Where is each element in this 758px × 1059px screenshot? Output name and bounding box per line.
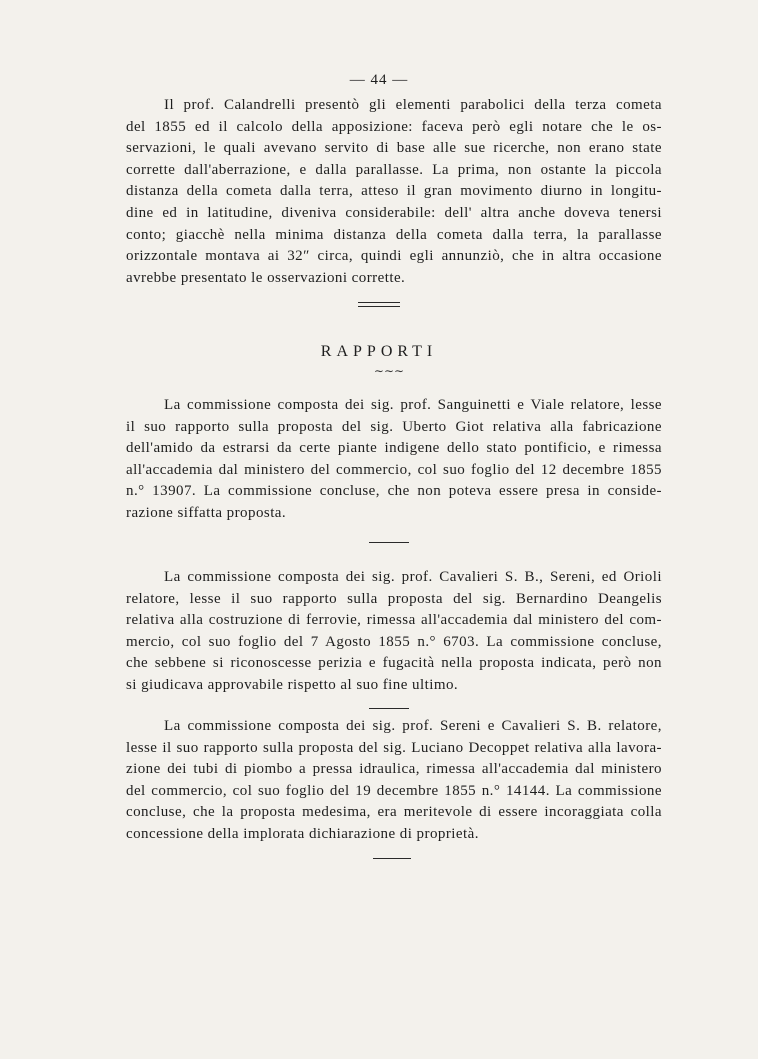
page-number: — 44 —: [349, 72, 409, 88]
text-line: lesse il suo rapporto sulla proposta del sig. Luciano Decoppet relativa alla lavora-: [126, 739, 662, 756]
text-line: La commissione composta dei sig. prof. Sanguinetti e Viale relatore, lesse: [164, 397, 662, 413]
text-line: concessione della implorata dichiarazione di proprietà.: [126, 825, 479, 842]
text-line: La commissione composta dei sig. prof. Cavalieri S. B., Sereni, ed Orioli: [164, 569, 662, 585]
text-line: La commissione composta dei sig. prof. Sereni e Cavalieri S. B. relatore,: [164, 718, 662, 734]
text-line: del commercio, col suo foglio del 19 decembre 1855 n.° 14144. La commissione: [126, 782, 662, 799]
separator-rule: [369, 708, 409, 709]
paragraph-calandrelli: [126, 95, 662, 289]
separator-rule: [369, 542, 409, 543]
text-line: servazioni, le quali avevano servito di base alle sue ricerche, non erano state: [126, 140, 662, 157]
text-line: mercio, col suo foglio del 7 Agosto 1855 n.° 6703. La commissione concluse,: [126, 633, 662, 650]
text-line: del 1855 ed il calcolo della apposizione: faceva però egli notare che le os-: [126, 118, 662, 135]
text-line: zione dei tubi di piombo a pressa idraulica, rimessa all'accademia dal ministero: [126, 761, 662, 778]
text-line: relativa alla costruzione di ferrovie, rimessa all'accademia dal ministero del com-: [126, 612, 662, 629]
paragraph-decoppet: [126, 716, 662, 846]
ornament: ∼∼∼: [373, 364, 405, 378]
text-line: orizzontale montava ai 32″ circa, quindi egli annunziò, che in altra occasione: [126, 248, 662, 265]
text-line: dell'amido da estrarsi da certe piante indigene dello stato pontificio, e rimessa: [126, 440, 662, 457]
text-line: il suo rapporto sulla proposta del sig. Uberto Giot relativa alla fabricazione: [126, 418, 662, 435]
text-line: che sebbene si riconoscesse perizia e fugacità nella proposta indicata, però non: [126, 655, 662, 672]
text-line: corrette dall'aberrazione, e dalla parallasse. La prima, non ostante la piccola: [126, 161, 662, 178]
double-rule-bottom: [358, 306, 400, 307]
paragraph-giot: [126, 395, 662, 525]
text-line: relatore, lesse il suo rapporto sulla proposta del sig. Bernardino Deangelis: [126, 590, 662, 607]
text-line: Il prof. Calandrelli presentò gli elementi parabolici della terza cometa: [164, 97, 662, 113]
double-rule-top: [358, 302, 400, 303]
text-line: distanza della cometa dalla terra, atteso il gran movimento diurno in longitu-: [126, 183, 662, 200]
text-line: si giudicava approvabile rispetto al suo fine ultimo.: [126, 676, 459, 693]
text-line: dine ed in latitudine, diveniva considerabile: dell' altra anche doveva tenersi: [126, 204, 662, 221]
text-line: razione siffatta proposta.: [126, 504, 287, 521]
text-line: all'accademia dal ministero del commercio, col suo foglio del 12 decembre 1855: [126, 461, 662, 478]
section-title: RAPPORTI: [320, 343, 438, 360]
paragraph-deangelis: [126, 567, 662, 697]
text-line: n.° 13907. La commissione concluse, che non poteva essere presa in conside-: [126, 483, 662, 500]
text-line: concluse, che la proposta medesima, era meritevole di essere incoraggiata colla: [126, 804, 662, 821]
text-line: avrebbe presentato le osservazioni corrette.: [126, 269, 406, 286]
separator-rule: [373, 858, 411, 859]
text-line: conto; giacchè nella minima distanza della cometa dalla terra, la parallasse: [126, 226, 662, 243]
